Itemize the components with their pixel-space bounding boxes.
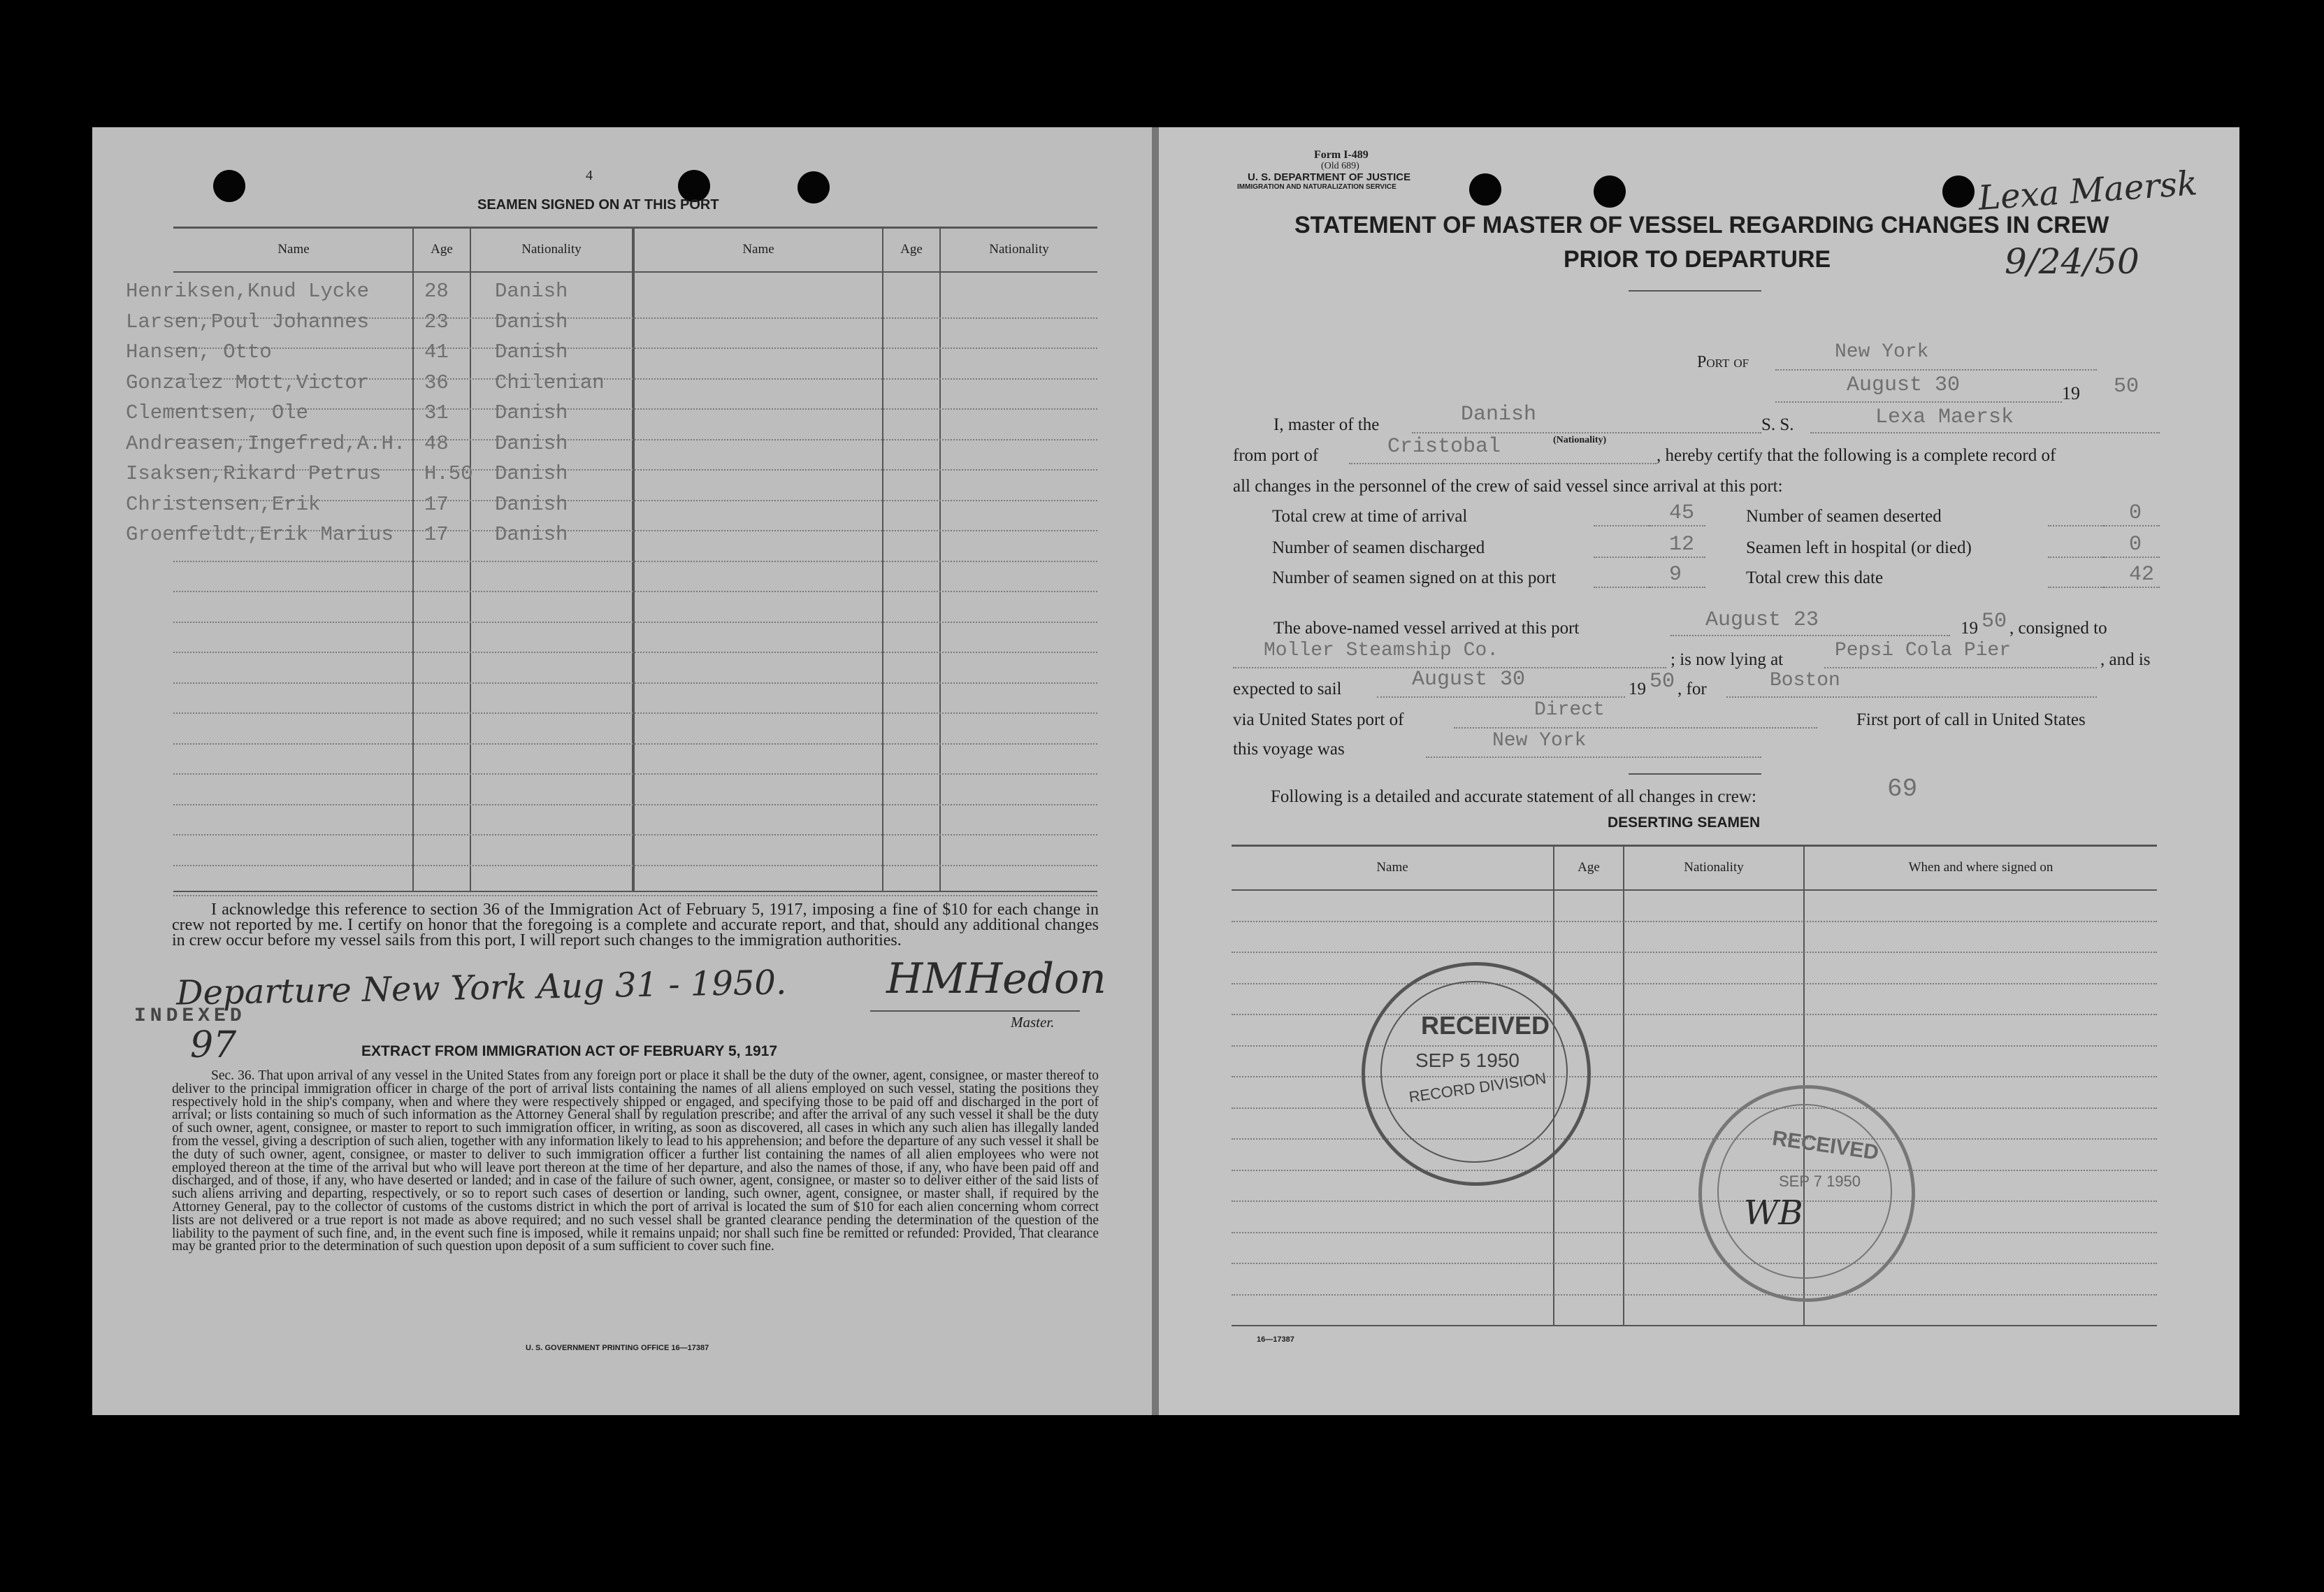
crew-nationality: Danish	[495, 462, 568, 485]
voyage-underline	[1426, 756, 1761, 758]
crew-name: Gonzalez Mott,Victor	[126, 371, 370, 394]
ss-label: S. S.	[1761, 415, 1794, 434]
stat-value: 0	[2129, 533, 2142, 557]
crew-name: Hansen, Otto	[126, 340, 272, 364]
printing-office: U. S. GOVERNMENT PRINTING OFFICE 16—17387	[526, 1344, 709, 1352]
column-rule	[412, 228, 414, 891]
sail-date-underline	[1377, 696, 1625, 698]
crew-nationality: Danish	[495, 340, 568, 364]
consignee: Moller Steamship Co.	[1264, 640, 1499, 661]
stamp-received-text: RECEIVED	[1770, 1126, 1880, 1165]
via-label: via United States port of	[1233, 710, 1404, 729]
deserting-row-rule	[1232, 1263, 2157, 1264]
stat-leader	[1594, 525, 1650, 526]
sail-year-prefix: 19	[1629, 680, 1646, 698]
port-label: Port of	[1697, 353, 1749, 371]
row-rule	[173, 804, 1097, 805]
from-port-underline	[1349, 463, 1657, 464]
master-of-label: I, master of the	[1273, 415, 1380, 434]
year-value: 50	[2114, 375, 2139, 399]
handwritten-departure-note: Departure New York Aug 31 - 1950.	[175, 963, 787, 1013]
extract-title: EXTRACT FROM IMMIGRATION ACT OF FEBRUARY 5, 1917	[361, 1043, 778, 1059]
deserting-table-top	[1232, 845, 2157, 847]
crew-name: Andreasen,Ingefred,A.H.	[126, 432, 406, 455]
crew-age: 41	[424, 340, 449, 364]
deserting-row-rule	[1232, 1200, 2157, 1202]
expected-label: expected to sail	[1233, 680, 1342, 698]
ship-name: Lexa Maersk	[1875, 406, 2014, 429]
column-header-age: Age	[431, 242, 453, 257]
binder-hole	[213, 170, 245, 202]
nationality-value: Danish	[1461, 403, 1537, 426]
column-header-nationality: Nationality	[521, 242, 582, 257]
page-fold	[1152, 127, 1159, 1415]
form-old-number: (Old 689)	[1321, 161, 1359, 171]
stat-label: Number of seamen discharged	[1272, 538, 1485, 557]
date-value: August 30	[1847, 373, 1961, 397]
table-bottom-rule	[173, 891, 1097, 892]
sail-year: 50	[1650, 670, 1675, 694]
stat-label: Number of seamen signed on at this port	[1272, 568, 1557, 587]
crew-age: H.50	[424, 462, 473, 485]
crew-age: 31	[424, 401, 449, 424]
crew-nationality: Danish	[495, 493, 568, 516]
row-rule	[173, 408, 1097, 410]
row-rule	[173, 895, 1097, 896]
row-rule	[173, 347, 1097, 349]
stat-value: 12	[1669, 533, 1695, 557]
column-rule	[882, 228, 883, 891]
extract-text: Sec. 36. That upon arrival of any vessel in the United States from any foreign port or place it shall be the duty of the owner, agent, consignee, or master thereof to deliver to the principal immigration officer in charge of the port of arrival lists containing the names of all aliens employed on such vessel, stating the positions they respectively hold in the ship's company, when and where they were respectively shipped or engaged, and specifying those to be paid off and discharged in the port of arrival; or lists containing so much of such information as the Attorney General shall by regulation prescribe; and after the arrival of any such vessel it shall be the duty of such owner, agent, consignee, or master to report to such immigration officer, in writing, as soon as discovered, all cases in which any such alien has illegally landed from the vessel, giving a description of such alien, together with any information likely to lead to his apprehension; and before the departure of any such vessel it shall be the duty of such owner, agent, consignee, or master to deliver to such immigration officer a further list containing the names of all alien employees who were not employed thereon at the time of the arrival but who will leave port thereon at the time of her departure, and also the names of those, if any, who have been paid off and discharged, and of those, if any, who have deserted or landed; and in case of the failure of such owner, agent, consignee, or master so to deliver either of the said lists of such aliens arriving and departing, respectively, or so to report such cases of desertion or landing, such owner, agent, consignee, or master shall, if required by the Attorney General, pay to the collector of customs of the customs district in which the port of arrival is located the sum of $10 for each alien concerning whom correct lists are not delivered or a true report is not made as above required; and no such vessel shall be granted clearance pending the determination of the question of the liability to the payment of such fine, and, in the event such fine is imposed, while it remains unpaid; nor shall such fine be remitted or refunded: Provided, That clearance may be granted prior to the determination of such question upon deposit of a sum sufficient to cover such fine.	[172, 1068, 1099, 1254]
stamp-date: SEP 7 1950	[1779, 1173, 1861, 1190]
stat-label: Total crew this date	[1746, 568, 1884, 587]
binder-hole	[797, 171, 830, 203]
stamp-date: SEP 5 1950	[1415, 1049, 1520, 1071]
binder-hole	[1942, 175, 1975, 208]
crew-age: 28	[424, 280, 449, 303]
crew-name: Larsen,Poul Johannes	[126, 310, 370, 334]
footer-code: 16—17387	[1257, 1335, 1294, 1344]
stat-label: Seamen left in hospital (or died)	[1746, 538, 1972, 557]
stat-underline	[2104, 525, 2160, 526]
stat-underline	[1650, 525, 1705, 526]
right-title-line1: STATEMENT OF MASTER OF VESSEL REGARDING CHANGES IN CREW	[1294, 212, 2109, 238]
changes-number: 69	[1887, 775, 1918, 803]
port-underline	[1775, 369, 2097, 371]
column-header-nationality: Nationality	[989, 242, 1049, 257]
arrived-underline	[1670, 635, 1950, 636]
row-rule	[173, 682, 1097, 684]
right-page	[1159, 127, 2239, 1415]
certify-text: , hereby certify that the following is a complete record of	[1657, 446, 2056, 465]
arrived-label: The above-named vessel arrived at this port	[1273, 619, 1580, 638]
indexed-number: 97	[190, 1024, 237, 1066]
voyage-value: New York	[1492, 730, 1587, 752]
stamp-division: RECORD DIVISION	[1408, 1069, 1547, 1106]
port-value: New York	[1835, 341, 1929, 363]
row-rule	[173, 561, 1097, 562]
crew-name: Christensen,Erik	[126, 493, 321, 516]
crew-nationality: Danish	[495, 432, 568, 455]
stat-underline	[1650, 587, 1705, 588]
stat-label: Number of seamen deserted	[1746, 507, 1942, 526]
left-page-title: SEAMEN SIGNED ON AT THIS PORT	[477, 197, 719, 213]
deserting-row-rule	[1232, 1170, 2157, 1171]
from-port-label: from port of	[1233, 446, 1319, 465]
row-rule	[173, 652, 1097, 653]
from-port-value: Cristobal	[1387, 435, 1501, 459]
column-rule	[632, 228, 635, 891]
crew-age: 48	[424, 432, 449, 455]
crew-age: 17	[424, 523, 449, 546]
date-underline	[1775, 401, 2062, 403]
handwritten-ship-name: Lexa Maersk	[1977, 164, 2199, 218]
deserting-column-rule	[1623, 846, 1624, 1325]
row-rule	[173, 773, 1097, 775]
binder-hole	[1594, 175, 1626, 208]
deserting-table-bottom	[1232, 1325, 2157, 1326]
service: IMMIGRATION AND NATURALIZATION SERVICE	[1237, 183, 1396, 191]
column-header-name: Name	[277, 242, 310, 257]
lying-label: ; is now lying at	[1670, 650, 1784, 669]
crew-age: 23	[424, 310, 449, 334]
received-stamp	[1362, 962, 1591, 1186]
row-rule	[173, 743, 1097, 745]
first-port-label: First port of call in United States	[1856, 710, 2086, 729]
stat-leader	[1594, 587, 1650, 588]
destination-underline	[1726, 696, 2097, 698]
master-signature: HMHedon	[886, 954, 1106, 1003]
department: U. S. DEPARTMENT OF JUSTICE	[1248, 171, 1411, 183]
changes-text: all changes in the personnel of the crew of said vessel since arrival at this port:	[1233, 477, 1783, 496]
via-value: Direct	[1534, 699, 1605, 721]
crew-name: Henriksen,Knud Lycke	[126, 280, 370, 303]
stat-underline	[1650, 557, 1705, 558]
indexed-stamp: INDEXED	[134, 1005, 246, 1027]
deserting-row-rule	[1232, 1138, 2157, 1140]
stat-value: 45	[1669, 501, 1695, 525]
sail-date: August 30	[1412, 668, 1526, 691]
table-header-rule	[173, 271, 1097, 273]
crew-nationality: Danish	[495, 523, 568, 546]
row-rule	[173, 622, 1097, 623]
stat-underline	[2104, 557, 2160, 558]
master-label: Master.	[1011, 1014, 1055, 1031]
crew-nationality: Chilenian	[495, 371, 605, 394]
column-header-name: Name	[742, 242, 774, 257]
title-underline	[1629, 290, 1761, 292]
crew-nationality: Danish	[495, 310, 568, 334]
stat-leader	[2048, 587, 2104, 588]
handwritten-date: 9/24/50	[2005, 241, 2139, 282]
crew-name: Clementsen, Ole	[126, 401, 309, 424]
column-rule	[470, 228, 471, 891]
deserting-row-rule	[1232, 1014, 2157, 1015]
arrived-value: August 23	[1705, 608, 1819, 632]
following-text: Following is a detailed and accurate statement of all changes in crew:	[1271, 787, 1756, 806]
voyage-label: this voyage was	[1233, 740, 1345, 759]
stamp-initials: WB	[1744, 1193, 1803, 1233]
consigned-label: , consigned to	[2009, 619, 2107, 638]
deserting-table-header-rule	[1232, 889, 2157, 891]
lying-value: Pepsi Cola Pier	[1835, 640, 2012, 661]
received-stamp-faded	[1698, 1085, 1915, 1302]
stat-value: 42	[2129, 563, 2155, 587]
signature-line	[870, 1010, 1080, 1012]
stat-label: Total crew at time of arrival	[1272, 507, 1468, 526]
right-title-line2: PRIOR TO DEPARTURE	[1564, 246, 1831, 273]
section-divider	[1629, 773, 1761, 775]
stat-leader	[1594, 557, 1650, 558]
deserting-row-rule	[1232, 952, 2157, 953]
ship-underline	[1810, 432, 2160, 433]
form-number: Form I-489	[1314, 149, 1369, 161]
lying-underline	[1824, 667, 2097, 668]
crew-name: Isaksen,Rikard Petrus	[126, 462, 382, 485]
page-number: 4	[586, 168, 593, 183]
crew-age: 17	[424, 493, 449, 516]
arrived-year: 50	[1982, 610, 2007, 633]
stamp-received-text: RECEIVED	[1421, 1011, 1550, 1040]
binder-hole	[1469, 173, 1501, 206]
stat-underline	[2104, 587, 2160, 588]
row-rule	[173, 712, 1097, 714]
nationality-underline	[1412, 432, 1761, 433]
arrived-year-prefix: 19	[1961, 619, 1978, 638]
deserting-row-rule	[1232, 983, 2157, 984]
year-prefix: 19	[2062, 383, 2080, 403]
crew-nationality: Danish	[495, 280, 568, 303]
deserting-header-signed-on: When and where signed on	[1908, 860, 2054, 875]
deserting-header-nationality: Nationality	[1684, 860, 1744, 875]
crew-name: Groenfeldt,Erik Marius	[126, 523, 394, 546]
deserting-title: DESERTING SEAMEN	[1608, 815, 1761, 831]
and-is-label: , and is	[2100, 650, 2151, 669]
table-top-rule	[173, 227, 1097, 229]
column-header-age: Age	[900, 242, 923, 257]
for-label: , for	[1677, 680, 1707, 698]
stat-value: 0	[2129, 501, 2142, 525]
crew-age: 36	[424, 371, 449, 394]
deserting-row-rule	[1232, 1294, 2157, 1296]
nationality-caption: (Nationality)	[1553, 435, 1607, 445]
row-rule	[173, 591, 1097, 592]
via-underline	[1454, 727, 1817, 729]
deserting-header-age: Age	[1578, 860, 1600, 875]
crew-nationality: Danish	[495, 401, 568, 424]
stat-leader	[2048, 557, 2104, 558]
destination: Boston	[1770, 670, 1840, 691]
row-rule	[173, 865, 1097, 866]
column-rule	[939, 228, 941, 891]
stat-value: 9	[1669, 563, 1682, 587]
deserting-row-rule	[1232, 921, 2157, 922]
row-rule	[173, 834, 1097, 836]
acknowledgement-text: I acknowledge this reference to section 36 of the Immigration Act of February 5, 1917, imposing a fine of $10 for each change in crew not reported by me. I certify on honor that the foregoing is a complete and accurate report, and that, should any additional changes in crew occur before my vessel sails from this port, I will report such changes to the immigration authorities.	[172, 901, 1099, 949]
stat-leader	[2048, 525, 2104, 526]
deserting-row-rule	[1232, 1232, 2157, 1233]
deserting-header-name: Name	[1376, 860, 1408, 875]
